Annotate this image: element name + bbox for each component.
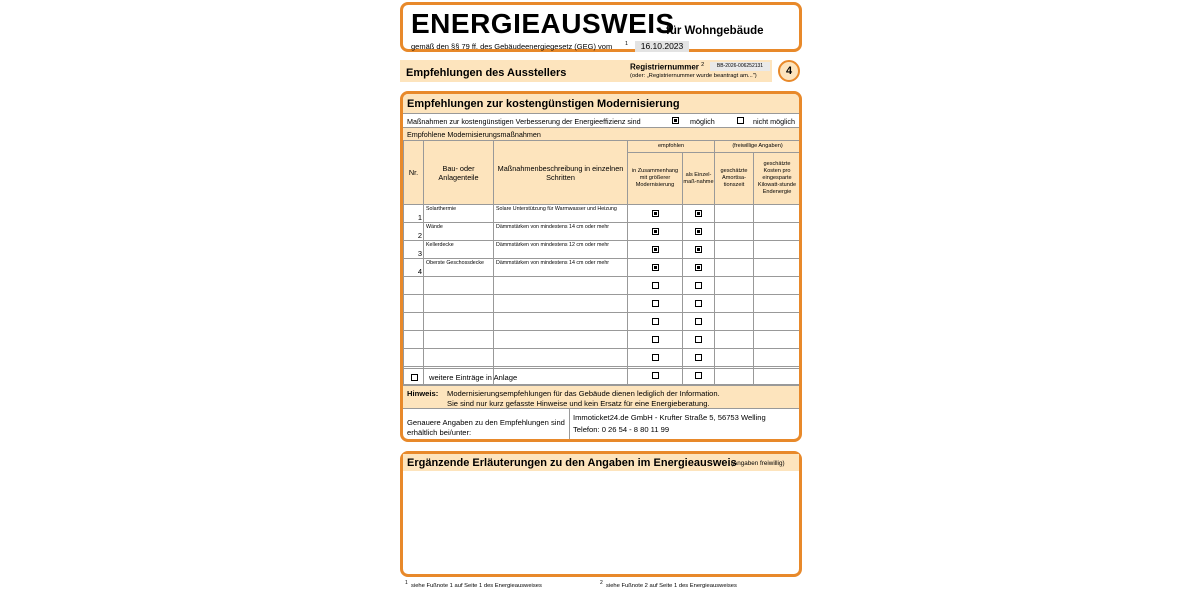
- row-single-checkbox[interactable]: [695, 210, 702, 217]
- row-nr: [404, 295, 424, 313]
- row-combined-cell: [628, 277, 683, 295]
- row-single-checkbox[interactable]: [695, 300, 702, 307]
- recommended-measures-label: Empfohlene Modernisierungsmaßnahmen: [407, 130, 541, 139]
- supplementary-title-bar: [403, 454, 799, 471]
- col-cost-header: geschätzte Kosten pro eingesparte Kilowatt-stunde Endenergie: [754, 153, 801, 205]
- row-single-checkbox[interactable]: [695, 246, 702, 253]
- registration-label: Registriernummer $^2$: [630, 62, 705, 72]
- modernization-title-bar: [403, 94, 799, 113]
- more-entries-label: weitere Einträge in Anlage: [429, 373, 518, 382]
- col-amortization-header: geschätzte Amortisa-tionszeit: [715, 153, 754, 205]
- row-cost[interactable]: [754, 295, 801, 313]
- table-row: [404, 277, 801, 295]
- row-description: Dämmstärken von mindestens 14 cm oder mehr: [494, 259, 628, 277]
- row-single-checkbox[interactable]: [695, 282, 702, 289]
- table-row: [404, 331, 801, 349]
- row-component: [424, 331, 494, 349]
- row-combined-checkbox[interactable]: [652, 228, 659, 235]
- measures-table-body: [404, 205, 801, 385]
- col-combined-header: in Zusammenhang mit größerer Modernisierung: [628, 153, 683, 205]
- row-component: Solarthermie: [424, 205, 494, 223]
- row-combined-checkbox[interactable]: [652, 210, 659, 217]
- not-possible-checkbox[interactable]: [737, 117, 744, 124]
- row-description: [494, 313, 628, 331]
- footnote-2: $^2$ siehe Fußnote 2 auf Seite 1 des Energieausweises: [600, 580, 737, 589]
- row-cost[interactable]: [754, 277, 801, 295]
- row-single-checkbox[interactable]: [695, 228, 702, 235]
- row-description: [494, 295, 628, 313]
- row-amortization[interactable]: [715, 205, 754, 223]
- measures-row: [403, 113, 799, 128]
- row-cost[interactable]: [754, 313, 801, 331]
- section-strip: [400, 60, 772, 82]
- row-combined-checkbox[interactable]: [652, 318, 659, 325]
- row-cost[interactable]: [754, 331, 801, 349]
- row-single-cell: [683, 295, 715, 313]
- contact-row: [403, 408, 799, 442]
- more-entries-row: [403, 368, 799, 386]
- row-cost[interactable]: [754, 259, 801, 277]
- note-row: [403, 385, 799, 409]
- row-combined-cell: [628, 223, 683, 241]
- row-description: [494, 349, 628, 367]
- supplementary-title: Ergänzende Erläuterungen zu den Angaben im Energieausweis: [407, 457, 737, 469]
- row-description: [494, 277, 628, 295]
- row-combined-cell: [628, 259, 683, 277]
- registration-number: BB-2026-006252131: [710, 62, 770, 71]
- table-row: [404, 241, 801, 259]
- row-combined-cell: [628, 205, 683, 223]
- row-single-checkbox[interactable]: [695, 318, 702, 325]
- note-line-1: Modernisierungsempfehlungen für das Gebäude dienen lediglich der Information.: [447, 389, 720, 398]
- divider: [423, 369, 424, 386]
- possible-label: möglich: [690, 117, 715, 126]
- row-single-cell: [683, 349, 715, 367]
- modernization-title: Empfehlungen zur kostengünstigen Modernisierung: [407, 98, 680, 110]
- voluntary-group-header: (freiwillige Angaben): [715, 141, 801, 153]
- col-component-header: Bau- oder Anlagenteile: [424, 141, 494, 205]
- row-single-cell: [683, 241, 715, 259]
- contact-label-line-1: Genauere Angaben zu den Empfehlungen sind: [407, 418, 565, 427]
- page-number-badge: 4: [778, 60, 800, 82]
- measures-text: Maßnahmen zur kostengünstigen Verbesserung der Energieeffizienz sind: [407, 117, 641, 126]
- table-row: [404, 313, 801, 331]
- row-component: [424, 277, 494, 295]
- row-nr: [404, 313, 424, 331]
- law-reference: gemäß den §§ 79 ff. des Gebäudeenergiegesetz (GEG) vom: [411, 42, 613, 51]
- row-single-cell: [683, 277, 715, 295]
- row-description: Dämmstärken von mindestens 14 cm oder mehr: [494, 223, 628, 241]
- row-component: Kellerdecke: [424, 241, 494, 259]
- footnote-1: $^1$ siehe Fußnote 1 auf Seite 1 des Energieausweises: [405, 580, 542, 589]
- row-nr: 4: [404, 259, 424, 277]
- recommended-measures-label-row: [403, 127, 799, 141]
- col-nr-header: Nr.: [404, 141, 424, 205]
- recommended-group-header: empfohlen: [628, 141, 715, 153]
- row-nr: [404, 349, 424, 367]
- row-description: [494, 331, 628, 349]
- contact-label-line-2: erhältlich bei/unter:: [407, 428, 472, 437]
- row-amortization[interactable]: [715, 259, 754, 277]
- row-single-checkbox[interactable]: [695, 264, 702, 271]
- row-component: Oberste Geschossdecke: [424, 259, 494, 277]
- row-combined-cell: [628, 313, 683, 331]
- row-combined-checkbox[interactable]: [652, 300, 659, 307]
- law-date-field: 16.10.2023: [635, 41, 689, 52]
- note-label: Hinweis:: [407, 389, 439, 398]
- row-cost[interactable]: [754, 223, 801, 241]
- possible-checkbox[interactable]: [672, 117, 679, 124]
- certificate-title: ENERGIEAUSWEIS: [411, 8, 675, 39]
- row-combined-cell: [628, 331, 683, 349]
- row-amortization[interactable]: [715, 349, 754, 367]
- more-entries-checkbox[interactable]: [411, 374, 418, 381]
- row-nr: [404, 331, 424, 349]
- row-nr: 3: [404, 241, 424, 259]
- not-possible-label: nicht möglich: [753, 117, 795, 126]
- footnote-mark: 1: [625, 41, 629, 47]
- table-row: [404, 259, 801, 277]
- row-combined-cell: [628, 349, 683, 367]
- row-cost[interactable]: [754, 241, 801, 259]
- table-row: [404, 223, 801, 241]
- row-combined-cell: [628, 241, 683, 259]
- note-line-2: Sie sind nur kurz gefasste Hinweise und kein Ersatz für eine Energieberatung.: [447, 399, 710, 408]
- supplementary-note: (Angaben freiwillig): [731, 460, 785, 467]
- row-combined-checkbox[interactable]: [652, 246, 659, 253]
- row-single-cell: [683, 205, 715, 223]
- row-amortization[interactable]: [715, 295, 754, 313]
- row-combined-checkbox[interactable]: [652, 282, 659, 289]
- row-description: Solare Unterstützung für Warmwasser und Heizung: [494, 205, 628, 223]
- divider: [569, 409, 570, 442]
- table-row: [404, 349, 801, 367]
- row-single-cell: [683, 313, 715, 331]
- row-single-checkbox[interactable]: [695, 354, 702, 361]
- row-cost[interactable]: [754, 205, 801, 223]
- row-single-cell: [683, 259, 715, 277]
- row-nr: 1: [404, 205, 424, 223]
- row-description: Dämmstärken von mindestens 12 cm oder mehr: [494, 241, 628, 259]
- modernization-section: [400, 91, 802, 442]
- row-combined-checkbox[interactable]: [652, 336, 659, 343]
- row-single-cell: [683, 223, 715, 241]
- row-amortization[interactable]: [715, 223, 754, 241]
- row-combined-cell: [628, 295, 683, 313]
- certificate-subtitle: für Wohngebäude: [666, 25, 764, 37]
- row-amortization[interactable]: [715, 313, 754, 331]
- row-component: [424, 313, 494, 331]
- table-row: [404, 295, 801, 313]
- certificate-header: [400, 2, 802, 52]
- row-combined-checkbox[interactable]: [652, 264, 659, 271]
- row-component: [424, 295, 494, 313]
- row-cost[interactable]: [754, 349, 801, 367]
- supplementary-section: [400, 451, 802, 577]
- col-description-header: Maßnahmenbeschreibung in einzelnen Schritten: [494, 141, 628, 205]
- row-single-cell: [683, 331, 715, 349]
- registration-note: (oder: „Registriernummer wurde beantragt am..."): [630, 73, 757, 79]
- row-single-checkbox[interactable]: [695, 336, 702, 343]
- section-strip-title: Empfehlungen des Ausstellers: [406, 67, 567, 79]
- contact-address: Immoticket24.de GmbH - Krufter Straße 5, 56753 Welling: [573, 413, 766, 422]
- energy-certificate-page: [400, 0, 802, 600]
- col-single-header: als Einzel-maß-nahme: [683, 153, 715, 205]
- measures-table: [403, 140, 801, 385]
- row-component: [424, 349, 494, 367]
- row-amortization[interactable]: [715, 241, 754, 259]
- row-combined-checkbox[interactable]: [652, 354, 659, 361]
- row-component: Wände: [424, 223, 494, 241]
- row-amortization[interactable]: [715, 331, 754, 349]
- row-amortization[interactable]: [715, 277, 754, 295]
- contact-phone: Telefon: 0 26 54 - 8 80 11 99: [573, 425, 670, 434]
- row-nr: [404, 277, 424, 295]
- table-row: [404, 205, 801, 223]
- row-nr: 2: [404, 223, 424, 241]
